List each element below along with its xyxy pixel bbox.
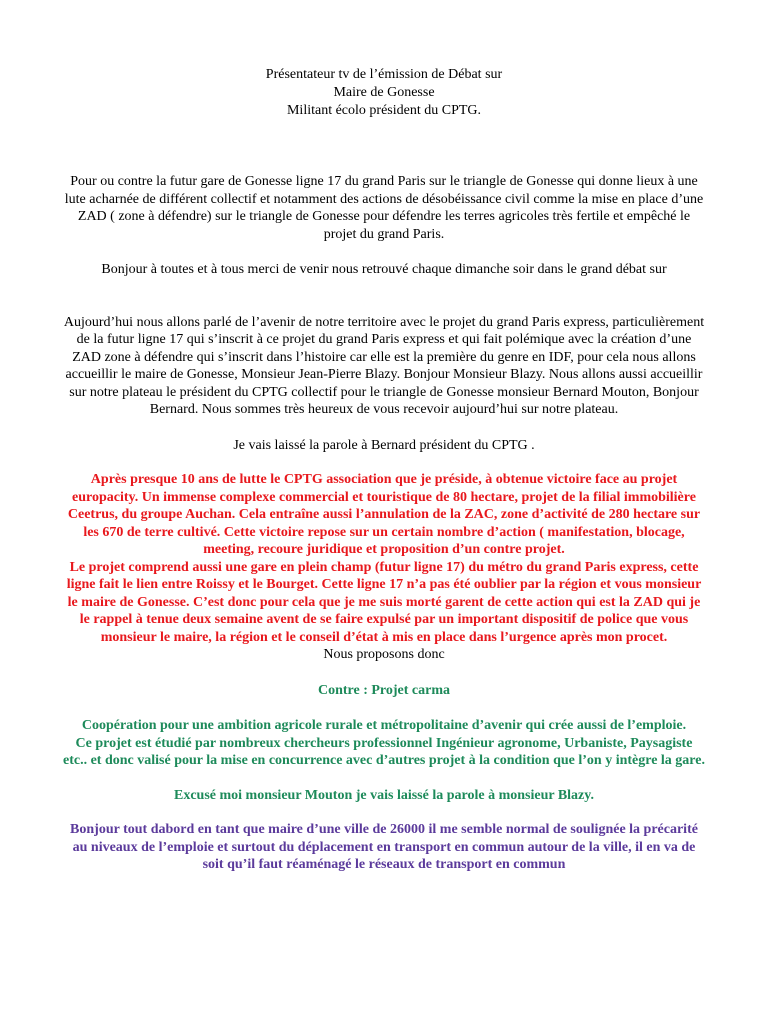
carma-title: Contre : Projet carma (317, 682, 451, 698)
intro-paragraph-1: Pour ou contre la futur gare de Gonesse ligne 17 du grand Paris sur le triangle de Gonesse qui donne lieux à une lute acharnée de différent collectif et notamment des actions de désobéissance civil comme la mise en place d’une ZAD ( zone à défendre) sur le triangle de Gonesse pour défendre les terres agricoles très fertile et empêché le projet du grand Paris. (64, 174, 704, 242)
intro-paragraph-4: Je vais laissé la parole à Bernard président du CPTG . (233, 437, 535, 453)
mayor-speech: Bonjour tout dabord en tant que maire d’une ville de 26000 il me semble normal de soulignée la précarité au niveaux de l’emploie et surtout du déplacement en transport en commun autour de la ville, il en va de soit qu’il faut réaménagé le réseaux de transport en commun (70, 822, 698, 872)
roles-header (62, 66, 706, 120)
role-activist: Militant écolo président du CPTG. (286, 103, 482, 118)
cptg-paragraph-1: Après presque 10 ans de lutte le CPTG association que je préside, à obtenue victoire face au projet europacity. Un immense complexe commercial et touristique de 80 hectare, projet de la filial immobilière Ceetrus, du groupe Auchan. Cela entraîne aussi l’annulation de la ZAC, zone d’activité de 280 hectare sur les 670 de terre cultivé. Cette victoire repose sur un certain nombre d’action ( manifestation, blocage, meeting, recoure juridique et proposition d’un contre projet. (67, 472, 701, 557)
carma-paragraph-1: Coopération pour une ambition agricole rurale et métropolitaine d’avenir qui crée aussi de l’emploie. (81, 718, 687, 733)
intro-paragraph-3: Aujourd’hui nous allons parlé de l’avenir de notre territoire avec le projet du grand Paris express, particulièrement de la futur ligne 17 qui s’inscrit à ce projet du grand Paris express et qui fait polémique avec la création d’une ZAD zone à défendre qui s’inscrit dans l’histoire car elle est la première du genre en IDF, pour cela nous allons accueillir le maire de Gonesse, Monsieur Jean-Pierre Blazy. Bonjour Monsieur Blazy. Nous allons aussi accueillir sur notre plateau le président du CPTG collectif pour le triangle de Gonesse monsieur Bernard Mouton, Bonjour Bernard. Nous sommes très heureux de vous recevoir aujourd’hui sur notre plateau. (63, 314, 705, 417)
intro-paragraph-2: Bonjour à toutes et à tous merci de venir nous retrouvé chaque dimanche soir dans le grand débat sur (101, 262, 667, 277)
cptg-paragraph-2: Le projet comprend aussi une gare en plein champ (futur ligne 17) du métro du grand Paris express, cette ligne fait le lien entre Roissy et le Bourget. Cette ligne 17 n’a pas été oublier par la région et vous monsieur le maire de Gonesse. C’est donc pour cela que je me suis morté garent de cette action qui est la ZAD qui je le rappel à tenue deux semaine avent de se faire expulsé par un important dispositif de police que vous monsieur le maire, la région et le conseil d’état à mis en place dans l’urgence après mon procet. (66, 559, 702, 645)
carma-description (62, 717, 706, 770)
role-mayor: Maire de Gonesse (333, 85, 435, 100)
cptg-proposal-line: Nous proposons donc (323, 647, 445, 662)
cptg-speech (62, 471, 706, 646)
presenter-transition: Excusé moi monsieur Mouton je vais laissé la parole à monsieur Blazy. (173, 787, 594, 803)
carma-paragraph-2: Ce projet est étudié par nombreux chercheurs professionnel Ingénieur agronome, Urbaniste, Paysagiste etc.. et donc valisé pour la mise en concurrence avec d’autres projet à la condition que l’on y intègre la gare. (63, 735, 705, 768)
role-presenter: Présentateur tv de l’émission de Débat sur (265, 67, 503, 82)
